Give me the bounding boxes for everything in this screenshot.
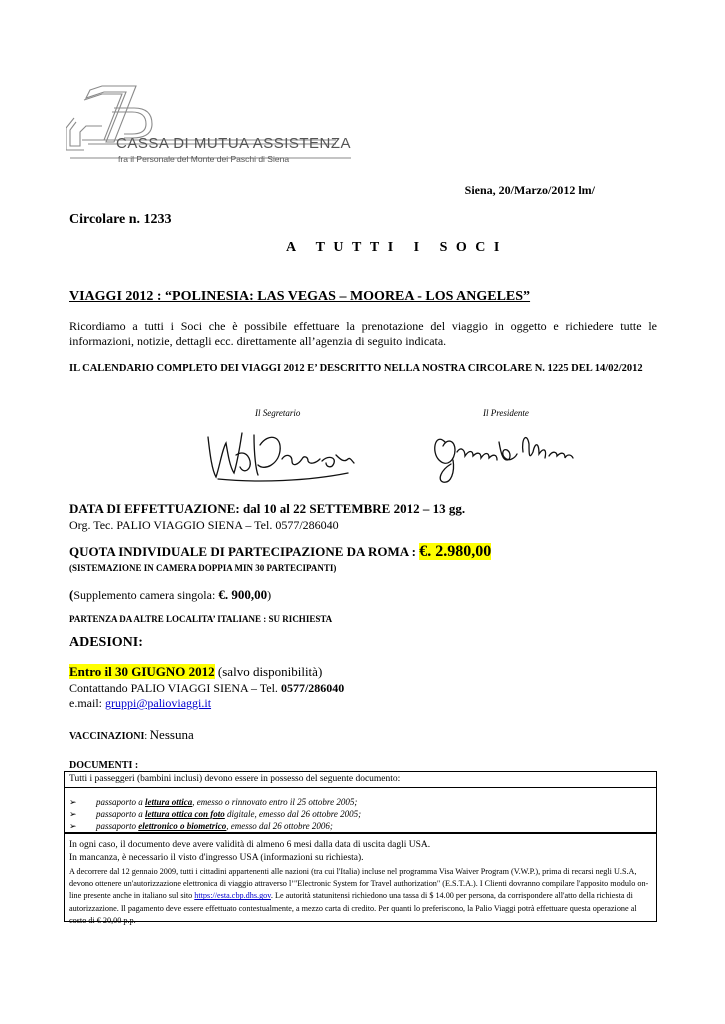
validity-note: In ogni caso, il documento deve avere validità di almeno 6 mesi dalla data di uscita dagli USA.	[69, 840, 431, 850]
other-departures: PARTENZA DA ALTRE LOCALITA’ ITALIANE : SU RICHIESTA	[69, 614, 333, 624]
org-name: CASSA DI MUTUA ASSISTENZA	[116, 135, 352, 152]
supplement-close-paren: )	[267, 588, 272, 602]
adesioni-heading: ADESIONI:	[69, 635, 143, 650]
org-logo	[66, 82, 356, 172]
deadline-date: Entro il 30 GIUGNO 2012	[69, 664, 215, 679]
email-link[interactable]: gruppi@palioviaggi.it	[105, 696, 212, 710]
tour-operator: Org. Tec. PALIO VIAGGIO SIENA – Tel. 0577/286040	[69, 518, 339, 532]
arrow-bullet-icon: ➢	[69, 809, 77, 819]
secretary-signature	[198, 415, 358, 490]
supplement-price: €. 900,00	[218, 587, 268, 602]
passport-type-prefix: passaporto a	[96, 809, 146, 819]
contact-phone: 0577/286040	[280, 681, 345, 695]
salutation-text: A TUTTI I SOCI	[286, 240, 508, 255]
vaccinations-value: Nessuna	[149, 727, 194, 742]
single-supplement	[69, 587, 271, 603]
vaccinations-line	[69, 727, 194, 743]
trip-dates: DATA DI EFFETTUAZIONE: dal 10 al 22 SETTEMBRE 2012 – 13 gg.	[69, 501, 466, 516]
arrow-bullet-icon: ➢	[69, 797, 77, 807]
intro-paragraph: Ricordiamo a tutti i Soci che è possibile effettuare la prenotazione del viaggio in oggetto e richiedere tutte le informazioni, notizie, dettagli ecc. direttamente all’agenzia di seguito indicata.	[69, 319, 657, 348]
arrow-bullet-icon: ➢	[69, 821, 77, 831]
passport-type: lettura ottica	[145, 797, 193, 807]
supplement-label: Supplemento camera singola:	[73, 588, 219, 602]
quota-price: €. 2.980,00	[419, 543, 492, 560]
quota-line	[69, 543, 491, 561]
president-signature	[425, 412, 575, 492]
email-label: e.mail:	[69, 696, 105, 710]
esta-text-after: . Le autorità statunitensi richiedono una tassa di $ 14.00 per persona, da corrispondere all'atto della richiesta di autorizzazione. Il pagamento deve essere effettuato contestualmente, a mezzo carta di credito. Per quanti lo preferiscono, la Palio Viaggi potrà effettuare questa operazione al costo di € 20,00 p.p.	[69, 891, 637, 925]
room-arrangement: (SISTEMAZIONE IN CAMERA DOPPIA MIN 30 PARTECIPANTI)	[69, 563, 337, 573]
contact-text: Contattando PALIO VIAGGI SIENA – Tel.	[69, 681, 281, 695]
documents-box	[64, 771, 657, 834]
supplement-open-paren: (	[69, 587, 74, 602]
passport-type-suffix: , emesso dal 26 ottobre 2006;	[226, 821, 333, 831]
passport-type: lettura ottica con foto	[145, 809, 225, 819]
passport-type-prefix: passaporto	[96, 821, 139, 831]
deadline-note: (salvo disponibilità)	[214, 664, 323, 679]
esta-paragraph	[69, 866, 653, 927]
documents-intro: Tutti i passeggeri (bambini inclusi) devono essere in possesso del seguente documento:	[69, 774, 401, 784]
vaccinations-label: VACCINAZIONI	[69, 731, 145, 742]
contact-line	[69, 681, 344, 696]
validity-notes	[69, 839, 430, 865]
visa-note: In mancanza, è necessario il visto d'ingresso USA (informazioni su richiesta).	[69, 853, 364, 863]
vaccinations-separator: :	[144, 731, 150, 742]
org-subtitle: fra il Personale del Monte dei Paschi di Siena	[118, 154, 290, 164]
secretary-label: Il Segretario	[255, 408, 301, 418]
passport-type-suffix: digitale, emesso dal 26 ottobre 2005;	[224, 809, 362, 819]
calendar-note: IL CALENDARIO COMPLETO DEI VIAGGI 2012 E’ DESCRITTO NELLA NOSTRA CIRCOLARE N. 1225 DEL 14/02/2012	[69, 363, 643, 374]
esta-text-before: A decorrere dal 12 gennaio 2009, tutti i cittadini appartenenti alle nazioni (tra cui l'Italia) incluse nel programma Visa Waiver Program (V.W.P.), prima di recarsi negli U.S.A, devono ottenere un'autorizzazione elettronica di viaggio attraverso l’"Electronic System for Travel authorization" (E.S.T.A.). I Clienti dovranno compilare l'apposito modulo on-line presente anche in italiano sul sito	[69, 867, 649, 901]
passport-type-prefix: passaporto a	[96, 797, 146, 807]
secretary-signature-drawing	[198, 415, 358, 490]
email-line	[69, 696, 211, 711]
usa-requirements-box	[64, 832, 657, 925]
documents-divider	[65, 787, 656, 788]
quota-label: QUOTA INDIVIDUALE DI PARTECIPAZIONE DA ROMA :	[69, 544, 420, 559]
deadline-line	[69, 664, 322, 680]
president-signature-drawing	[425, 412, 575, 492]
president-label: Il Presidente	[483, 408, 529, 418]
circolare-number: Circolare n. 1233	[69, 212, 172, 227]
esta-link[interactable]: https://esta.cbp.dhs.gov	[194, 891, 271, 901]
documents-heading: DOCUMENTI :	[69, 760, 139, 771]
subject-line: VIAGGI 2012 : “POLINESIA: LAS VEGAS – MOOREA - LOS ANGELES”	[69, 289, 531, 304]
passport-type-suffix: , emesso o rinnovato entro il 25 ottobre 2005;	[192, 797, 358, 807]
place-date: Siena, 20/Marzo/2012 lm/	[464, 183, 595, 197]
passport-type: elettronico o biometrico	[138, 821, 227, 831]
